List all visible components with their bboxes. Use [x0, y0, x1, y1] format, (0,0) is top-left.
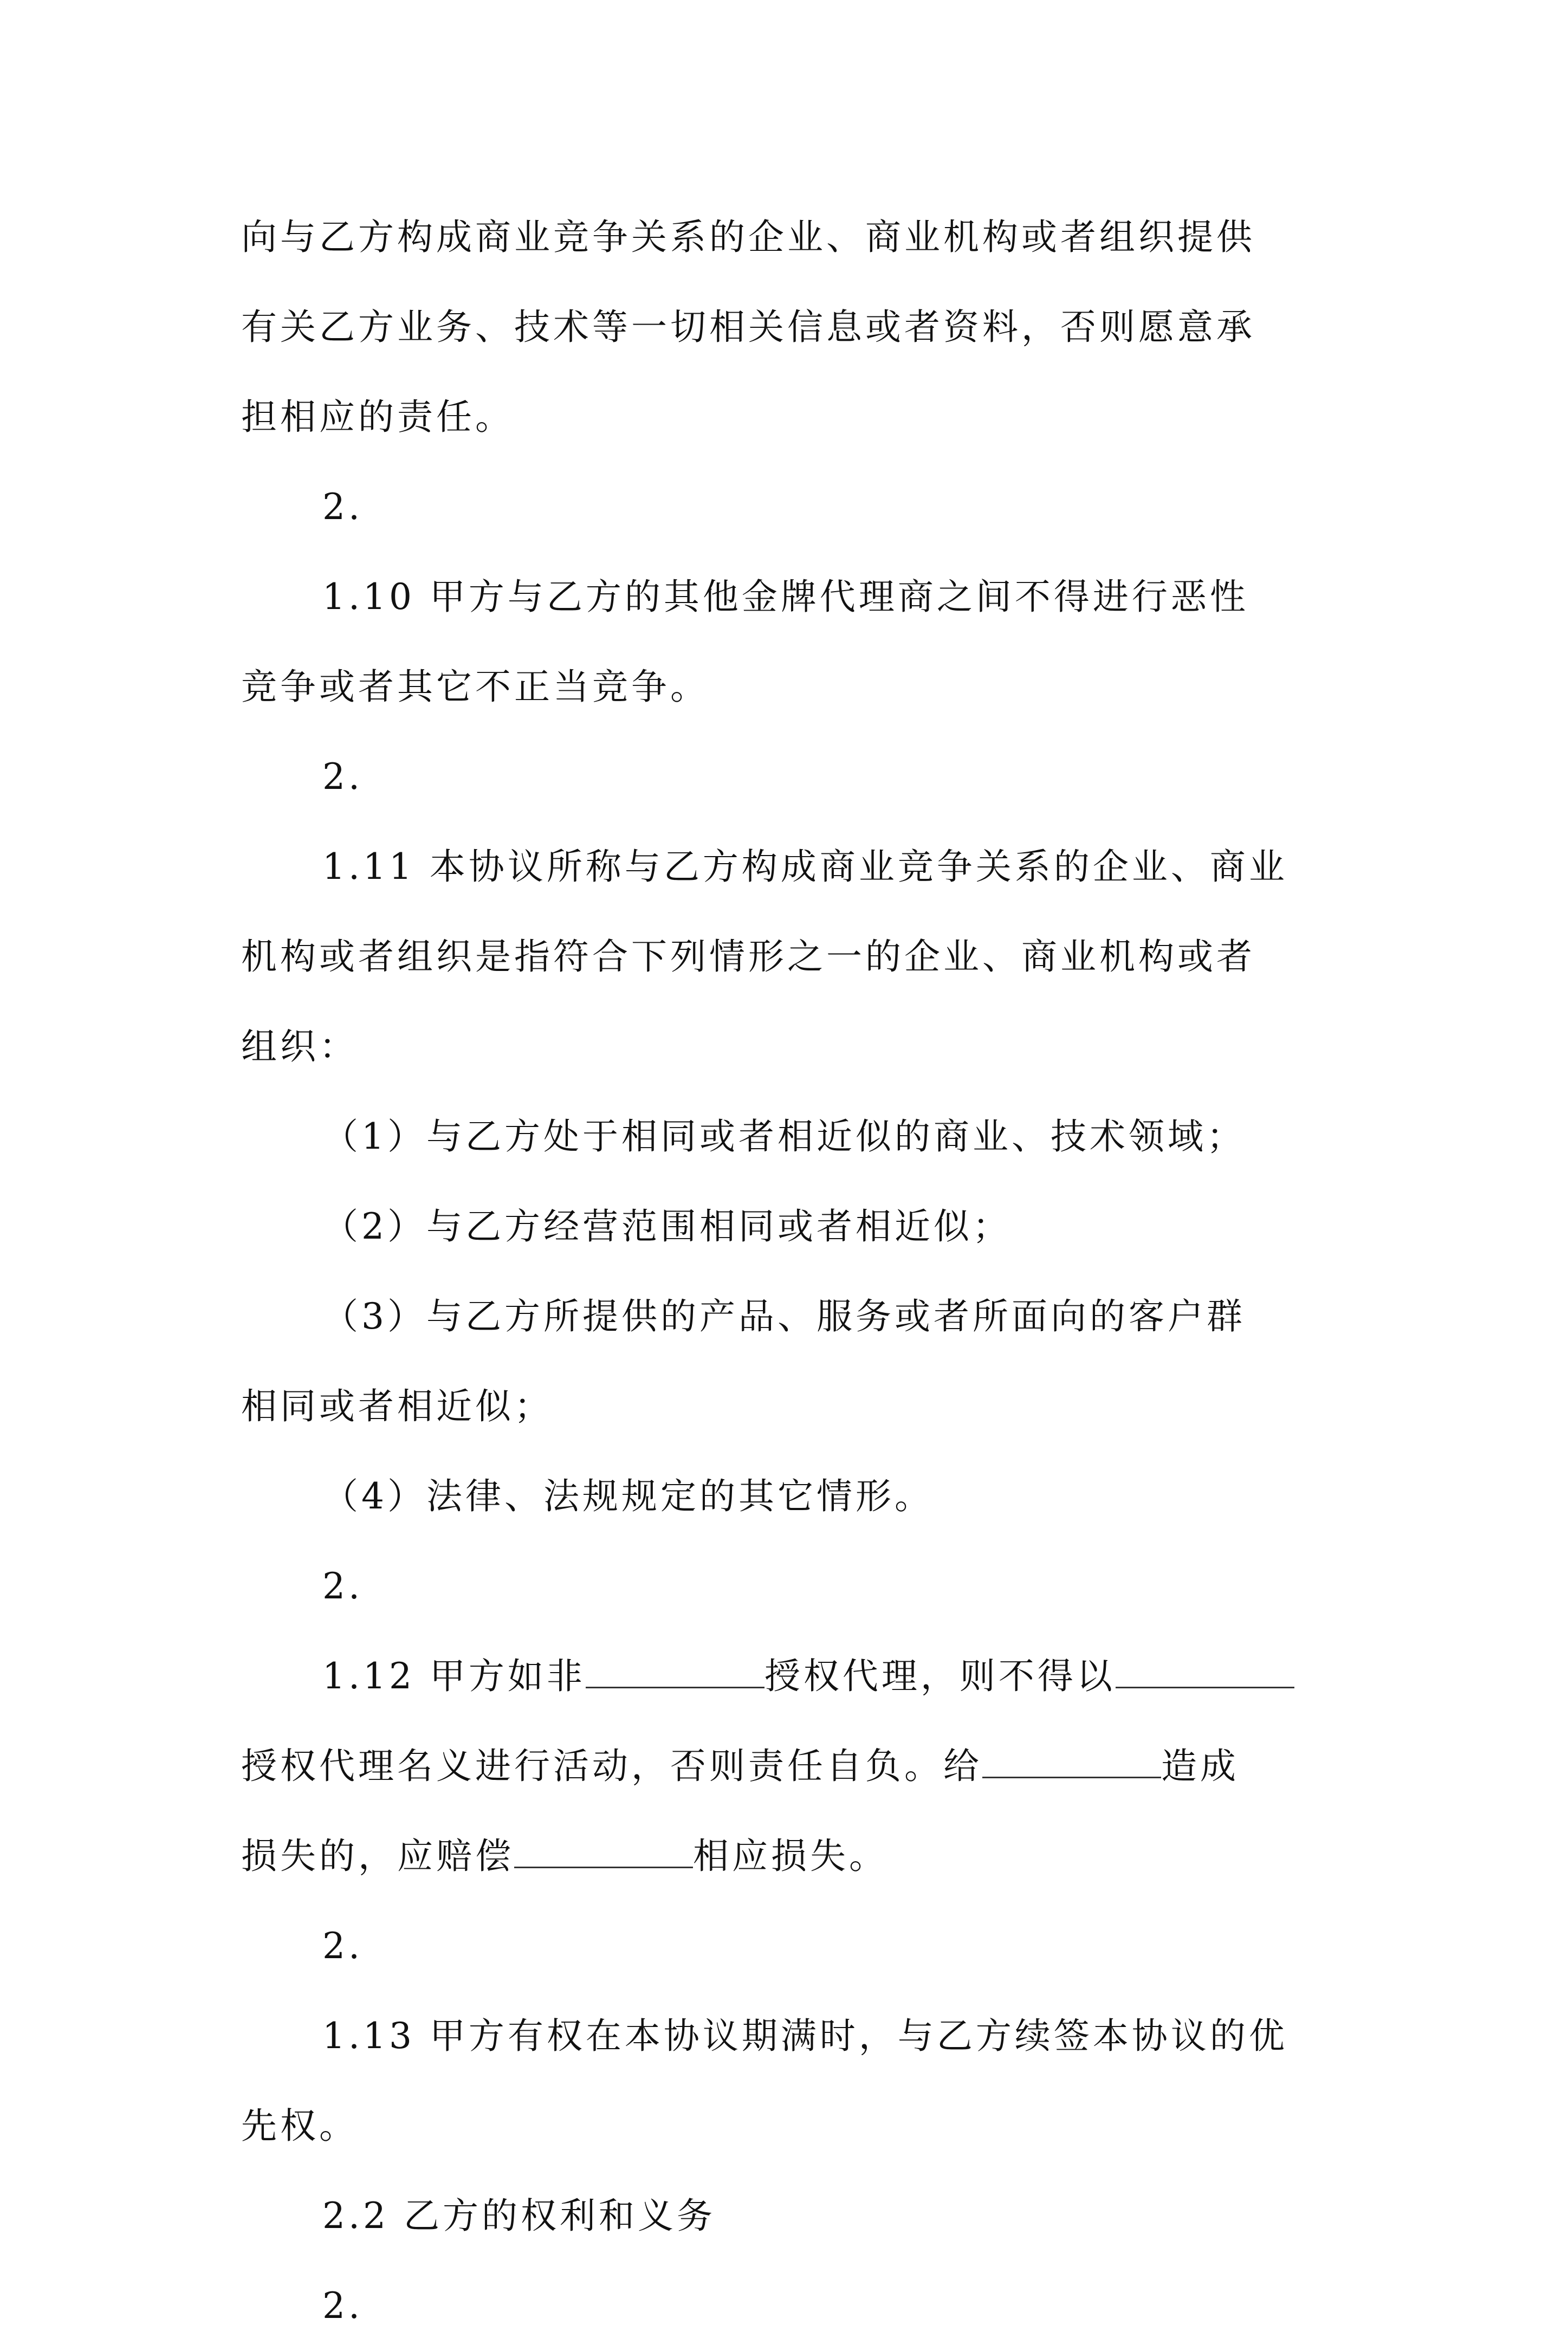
clause-1-11-line: 组织： — [241, 1026, 358, 1067]
section-number: 2. — [322, 1925, 363, 1967]
list-item-continuation: 相同或者相近似； — [241, 1385, 553, 1427]
section-number: 2. — [322, 486, 363, 528]
list-item: （2）与乙方经营范围相同或者相近似； — [322, 1206, 1012, 1247]
clause-1-11-line: 1.11 本协议所称与乙方构成商业竞争关系的企业、商业 — [322, 846, 1288, 888]
fill-in-blank[interactable] — [1116, 1659, 1294, 1688]
clause-1-10-line: 竞争或者其它不正当竞争。 — [241, 666, 709, 708]
clause-1-13-line: 先权。 — [241, 2105, 358, 2147]
fill-in-blank[interactable] — [982, 1748, 1161, 1778]
paragraph-line: 有关乙方业务、技术等一切相关信息或者资料，否则愿意承 — [241, 306, 1255, 348]
clause-1-12-text: 授权代理，则不得以 — [764, 1655, 1116, 1697]
clause-1-12-text: 造成 — [1161, 1745, 1239, 1787]
section-number: 2. — [322, 2285, 363, 2327]
clause-1-11-line: 机构或者组织是指符合下列情形之一的企业、商业机构或者 — [241, 936, 1255, 977]
clause-1-12-line — [241, 1721, 1330, 1811]
paragraph-line: 向与乙方构成商业竞争关系的企业、商业机构或者组织提供 — [241, 216, 1255, 258]
clause-1-12-text: 授权代理名义进行活动，否则责任自负。给 — [241, 1745, 982, 1787]
list-item: （3）与乙方所提供的产品、服务或者所面向的客户群 — [322, 1296, 1246, 1337]
clause-1-12-text: 损失的，应赔偿 — [241, 1835, 514, 1877]
fill-in-blank[interactable] — [514, 1838, 693, 1868]
list-item: （4）法律、法规规定的其它情形。 — [322, 1475, 934, 1517]
clause-1-12-line — [241, 1631, 1330, 1721]
list-item: （1）与乙方处于相同或者相近似的商业、技术领域； — [322, 1116, 1246, 1157]
clause-1-13-line: 1.13 甲方有权在本协议期满时，与乙方续签本协议的优 — [322, 2015, 1288, 2057]
section-number: 2. — [322, 1565, 363, 1607]
section-heading: 2.2 乙方的权利和义务 — [322, 2195, 716, 2237]
clause-1-10-line: 1.10 甲方与乙方的其他金牌代理商之间不得进行恶性 — [322, 576, 1249, 618]
section-number: 2. — [322, 756, 363, 798]
clause-1-12-line — [241, 1811, 1330, 1901]
document-body — [241, 192, 1330, 2351]
clause-1-12-text: 1.12 甲方如非 — [322, 1655, 586, 1697]
fill-in-blank[interactable] — [586, 1659, 764, 1688]
clause-1-12-text: 相应损失。 — [693, 1835, 888, 1877]
paragraph-line: 担相应的责任。 — [241, 396, 514, 438]
